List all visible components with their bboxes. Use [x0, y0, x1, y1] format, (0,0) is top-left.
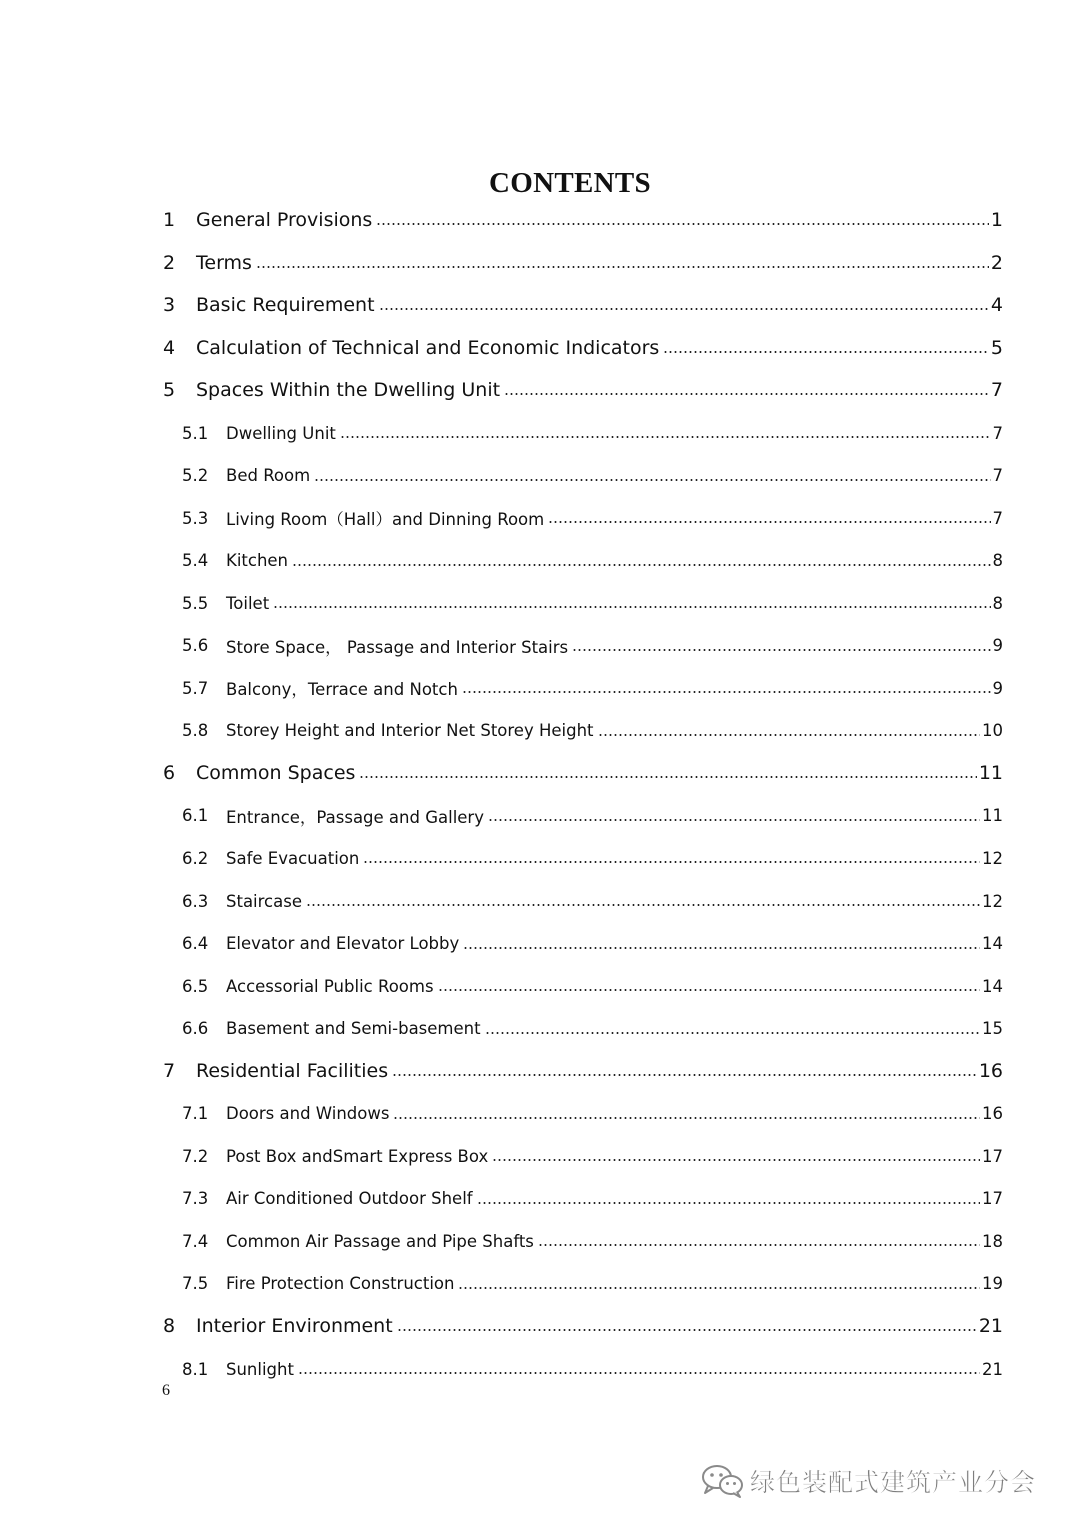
- toc-entry-page: 17: [982, 1189, 1003, 1209]
- toc-entry-title: Accessorial Public Rooms: [226, 976, 434, 996]
- toc-entry-number: 7.5: [182, 1274, 209, 1294]
- toc-entry[interactable]: [0, 922, 1080, 965]
- toc-entry-title: Doors and Windows: [226, 1104, 390, 1124]
- toc-entry-title: Store Space， Passage and Interior Stairs: [226, 637, 569, 657]
- toc-entry-page: 4: [990, 294, 1003, 317]
- toc-entry-number: 4: [163, 336, 176, 359]
- toc-entry-page: 12: [982, 848, 1003, 868]
- toc-entry-title: Sunlight: [226, 1359, 294, 1379]
- toc-entry-title: Bed Room: [226, 466, 311, 486]
- toc-entry-title: Balcony，Terrace and Notch: [226, 680, 458, 700]
- table-of-contents: [0, 199, 1080, 1390]
- toc-entry-page: 11: [978, 762, 1003, 785]
- toc-entry-number: 5.3: [182, 508, 209, 528]
- toc-entry-title: General Provisions: [196, 209, 373, 232]
- toc-entry-page: 8: [992, 551, 1003, 571]
- toc-entry-page: 9: [992, 636, 1003, 656]
- toc-entry[interactable]: [0, 1220, 1080, 1263]
- toc-entry-number: 5.4: [182, 551, 209, 571]
- toc-entry[interactable]: [0, 667, 1080, 710]
- toc-entry[interactable]: [0, 497, 1080, 540]
- toc-entry-title: Safe Evacuation: [226, 848, 360, 868]
- toc-entry-page: 12: [982, 891, 1003, 911]
- toc-dot-leader: [256, 266, 989, 268]
- toc-entry[interactable]: [0, 837, 1080, 880]
- toc-entry-number: 8.1: [182, 1359, 209, 1379]
- toc-entry[interactable]: [0, 710, 1080, 753]
- toc-entry-page: 19: [982, 1274, 1003, 1294]
- toc-dot-leader: [492, 1159, 980, 1161]
- toc-entry-number: 5.1: [182, 423, 209, 443]
- toc-entry[interactable]: [0, 199, 1080, 242]
- toc-entry-page: 7: [990, 379, 1003, 402]
- toc-dot-leader: [477, 1202, 980, 1204]
- toc-dot-leader: [340, 436, 991, 438]
- toc-entry[interactable]: [0, 582, 1080, 625]
- toc-entry-page: 16: [982, 1104, 1003, 1124]
- toc-entry-page: 15: [982, 1019, 1003, 1039]
- toc-dot-leader: [485, 1032, 980, 1034]
- toc-entry[interactable]: [0, 284, 1080, 327]
- toc-entry-page: 8: [992, 593, 1003, 613]
- toc-entry-title: Terms: [196, 251, 252, 274]
- toc-entry-title: Residential Facilities: [196, 1060, 389, 1083]
- toc-dot-leader: [598, 734, 980, 736]
- toc-dot-leader: [463, 947, 980, 949]
- toc-entry-number: 7: [163, 1060, 176, 1083]
- toc-entry-number: 6.3: [182, 891, 209, 911]
- toc-entry-title: Interior Environment: [196, 1315, 393, 1338]
- toc-entry-number: 7.1: [182, 1104, 209, 1124]
- toc-entry-title: Basement and Semi-basement: [226, 1019, 481, 1039]
- toc-entry-page: 16: [978, 1060, 1003, 1083]
- toc-entry-title: Basic Requirement: [196, 294, 375, 317]
- toc-entry-number: 6.1: [182, 806, 209, 826]
- toc-entry[interactable]: [0, 539, 1080, 582]
- toc-entry-title: Living Room（Hall）and Dinning Room: [226, 510, 545, 530]
- toc-entry[interactable]: [0, 880, 1080, 923]
- toc-dot-leader: [306, 904, 980, 906]
- toc-dot-leader: [488, 819, 980, 821]
- toc-dot-leader: [376, 223, 989, 225]
- wechat-icon: [700, 1463, 746, 1499]
- toc-entry[interactable]: [0, 1050, 1080, 1093]
- toc-entry-title: Staircase: [226, 891, 302, 911]
- toc-entry-number: 7.4: [182, 1231, 209, 1251]
- toc-dot-leader: [392, 1074, 977, 1076]
- toc-entry-number: 6.5: [182, 976, 209, 996]
- toc-entry-number: 1: [163, 209, 176, 232]
- toc-entry-page: 9: [992, 678, 1003, 698]
- toc-entry-page: 5: [990, 336, 1003, 359]
- toc-entry-number: 5.8: [182, 721, 209, 741]
- toc-entry-number: 5.7: [182, 678, 209, 698]
- toc-entry-number: 6.2: [182, 848, 209, 868]
- toc-entry[interactable]: [0, 369, 1080, 412]
- toc-entry-title: Entrance，Passage and Gallery: [226, 807, 484, 827]
- toc-entry-page: 10: [982, 721, 1003, 741]
- toc-entry-number: 8: [163, 1315, 176, 1338]
- toc-entry-page: 7: [992, 466, 1003, 486]
- toc-entry[interactable]: [0, 1263, 1080, 1306]
- toc-entry[interactable]: [0, 327, 1080, 370]
- toc-entry[interactable]: [0, 1178, 1080, 1221]
- toc-entry-page: 1: [990, 209, 1003, 232]
- toc-dot-leader: [504, 393, 989, 395]
- toc-entry-number: 3: [163, 294, 176, 317]
- toc-entry-title: Toilet: [226, 593, 270, 613]
- toc-entry-title: Air Conditioned Outdoor Shelf: [226, 1189, 473, 1209]
- toc-entry-number: 6.4: [182, 934, 209, 954]
- toc-dot-leader: [438, 989, 980, 991]
- toc-entry-page: 17: [982, 1146, 1003, 1166]
- toc-entry-title: Storey Height and Interior Net Storey Height: [226, 721, 594, 741]
- toc-entry-number: 6.6: [182, 1019, 209, 1039]
- toc-dot-leader: [462, 691, 991, 693]
- toc-dot-leader: [292, 564, 990, 566]
- watermark: [700, 1462, 1036, 1500]
- toc-dot-leader: [397, 1329, 977, 1331]
- toc-entry[interactable]: [0, 1135, 1080, 1178]
- toc-entry[interactable]: [0, 965, 1080, 1008]
- toc-entry-page: 7: [992, 423, 1003, 443]
- toc-dot-leader: [458, 1287, 980, 1289]
- toc-dot-leader: [572, 649, 990, 651]
- page-title: CONTENTS: [489, 167, 651, 200]
- toc-entry-title: Elevator and Elevator Lobby: [226, 934, 460, 954]
- toc-dot-leader: [314, 479, 990, 481]
- toc-entry-number: 7.3: [182, 1189, 209, 1209]
- toc-entry-page: 21: [982, 1359, 1003, 1379]
- toc-entry-number: 5.2: [182, 466, 209, 486]
- toc-entry-page: 7: [992, 508, 1003, 528]
- toc-entry[interactable]: [0, 242, 1080, 285]
- toc-entry[interactable]: [0, 1092, 1080, 1135]
- toc-entry[interactable]: [0, 1007, 1080, 1050]
- toc-entry-page: 11: [982, 806, 1003, 826]
- toc-dot-leader: [273, 606, 990, 608]
- toc-entry-page: 2: [990, 251, 1003, 274]
- toc-entry-number: 7.2: [182, 1146, 209, 1166]
- toc-entry[interactable]: [0, 1305, 1080, 1348]
- toc-dot-leader: [393, 1117, 980, 1119]
- toc-entry-title: Dwelling Unit: [226, 423, 336, 443]
- toc-entry[interactable]: [0, 454, 1080, 497]
- toc-entry-page: 14: [982, 934, 1003, 954]
- watermark-text: 绿色装配式建筑产业分会: [750, 1468, 1037, 1497]
- toc-entry-title: Spaces Within the Dwelling Unit: [196, 379, 501, 402]
- toc-entry-number: 5: [163, 379, 176, 402]
- toc-dot-leader: [363, 861, 980, 863]
- toc-dot-leader: [538, 1244, 980, 1246]
- toc-entry-number: 2: [163, 251, 176, 274]
- toc-entry-number: 6: [163, 762, 176, 785]
- page-number: 6: [162, 1382, 170, 1399]
- toc-dot-leader: [663, 351, 989, 353]
- toc-entry[interactable]: [0, 624, 1080, 667]
- toc-entry-title: Kitchen: [226, 551, 289, 571]
- toc-dot-leader: [359, 776, 976, 778]
- toc-entry-page: 21: [978, 1315, 1003, 1338]
- toc-entry-page: 14: [982, 976, 1003, 996]
- toc-entry-title: Common Air Passage and Pipe Shafts: [226, 1231, 534, 1251]
- toc-entry-number: 5.6: [182, 636, 209, 656]
- toc-entry[interactable]: [0, 752, 1080, 795]
- toc-entry-title: Fire Protection Construction: [226, 1274, 455, 1294]
- toc-entry-title: Common Spaces: [196, 762, 356, 785]
- toc-dot-leader: [379, 308, 989, 310]
- toc-dot-leader: [298, 1372, 980, 1374]
- toc-entry-title: Post Box andSmart Express Box: [226, 1146, 489, 1166]
- toc-entry-title: Calculation of Technical and Economic Indicators: [196, 336, 660, 359]
- toc-entry-number: 5.5: [182, 593, 209, 613]
- toc-entry[interactable]: [0, 795, 1080, 838]
- toc-entry-page: 18: [982, 1231, 1003, 1251]
- toc-entry[interactable]: [0, 412, 1080, 455]
- toc-dot-leader: [548, 521, 990, 523]
